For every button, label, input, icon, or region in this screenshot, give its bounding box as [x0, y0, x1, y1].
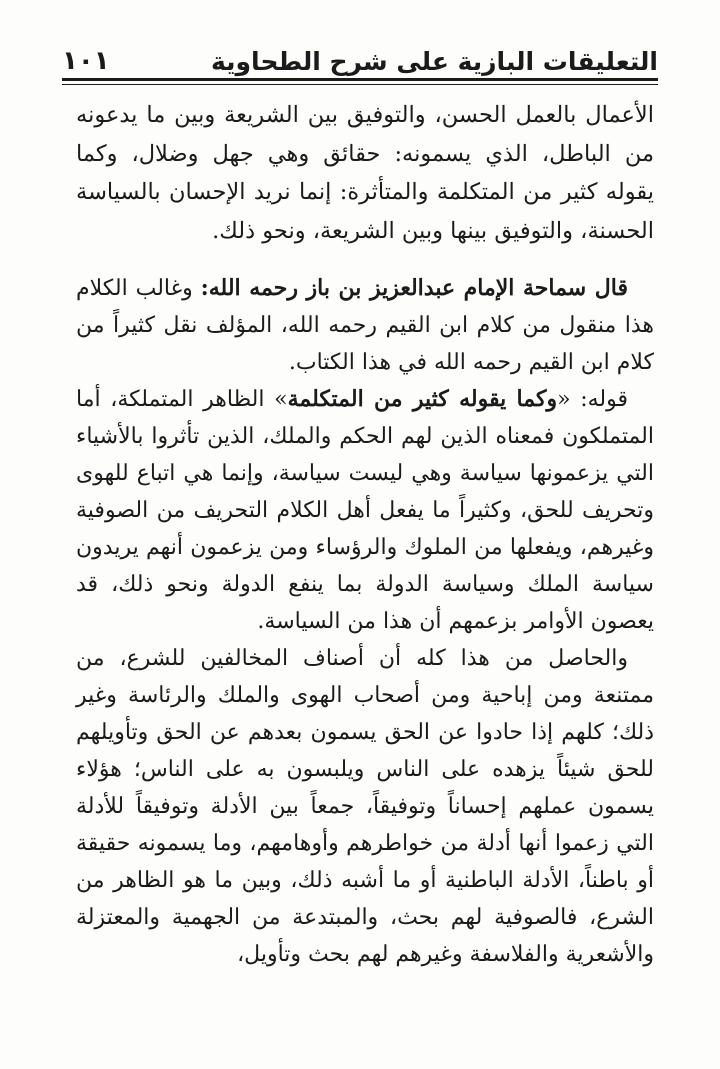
paragraph-3-prefix: قوله: «	[557, 387, 628, 412]
paragraph-3-text: » الظاهر المتملكة، أما المتملكون فمعناه الذين لهم الحكم والملك، الذين تأثروا بالأشياء التي يزعمونها سياسة وهي ليست سياسة، وإنما هي اتباع للهوى وتحريف للحق، وكثيراً ما يفعل أهل الكلام التحريف من الصوفية وغيرهم، ويفعلها من الملوك والرؤساء ومن يزعمون أنهم يريدون سياسة الملك وسياسة الدولة بما ينفع الدولة ونحو ذلك، قد يعصون الأوامر بزعمهم أن هذا من السياسة.	[76, 387, 654, 634]
paragraph-4: والحاصل من هذا كله أن أصناف المخالفين للشرع، من ممتنعة ومن إباحية ومن أصحاب الهوى والملك والرئاسة وغير ذلك؛ كلهم إذا حادوا عن الحق يسمون بعدهم عن الحق وتأويلهم للحق شيئاً يزهده على الناس ويلبسون به على الناس؛ هؤلاء يسمون عملهم إحساناً وتوفيقاً، جمعاً بين الأدلة وتوفيقاً للأدلة التي زعموا أنها أدلة من خواطرهم وأوهامهم، وما يسمونه حقيقة أو باطناً، الأدلة الباطنية أو ما أشبه ذلك، وبين ما هو الظاهر من الشرع، فالصوفية لهم بحث، والمبتدعة من الجهمية والمعتزلة والأشعرية والفلاسفة وغيرهم لهم بحث وتأويل،	[76, 646, 654, 967]
header-rule-thick	[62, 78, 658, 81]
page-body	[76, 96, 654, 973]
header-rule-thin	[62, 84, 658, 85]
paragraph-1: الأعمال بالعمل الحسن، والتوفيق بين الشريعة وبين ما يدعونه من الباطل، الذي يسمونه: حقائق وهي جهل وضلال، وكما يقوله كثير من المتكلمة والمتأثرة: إنما نريد الإحسان بالسياسة الحسنة، والتوفيق بينها وبين الشريعة، ونحو ذلك.	[76, 102, 654, 244]
paragraph-2	[76, 270, 654, 381]
running-title: التعليقات البازية على شرح الطحاوية	[210, 47, 658, 76]
speaker-heading: قال سماحة الإمام عبدالعزيز بن باز رحمه الله:	[200, 275, 628, 301]
page-number: ١٠١	[62, 46, 110, 76]
page-header	[62, 30, 658, 74]
paragraph-3	[76, 381, 654, 640]
paragraph-2-text: وغالب الكلام هذا منقول من كلام ابن القيم رحمه الله، المؤلف نقل كثيراً من كلام ابن القيم رحمه الله في هذا الكتاب.	[76, 276, 654, 375]
paragraph-gap	[76, 250, 654, 270]
quoted-phrase: وكما يقوله كثير من المتكلمة	[287, 386, 558, 412]
